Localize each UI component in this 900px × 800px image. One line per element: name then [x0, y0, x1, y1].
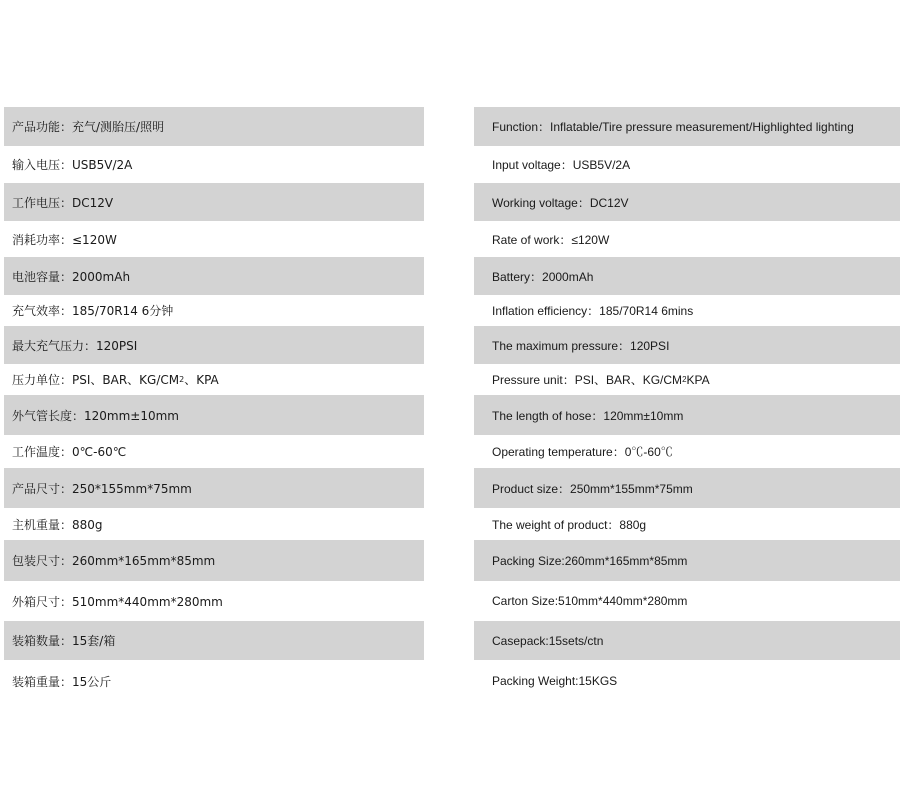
- en-spec-row-tail: KPA: [686, 372, 710, 387]
- en-spec-row-text: Carton Size:510mm*440mm*280mm: [492, 594, 688, 608]
- en-spec-row-text: Pressure unit：PSI、BAR、KG/CM: [492, 373, 683, 387]
- zh-spec-row: [4, 581, 424, 621]
- en-spec-row: [474, 540, 900, 581]
- en-spec-row: [474, 395, 900, 435]
- zh-spec-row: [4, 107, 424, 146]
- zh-spec-row-tail: 、KPA: [184, 373, 219, 387]
- zh-spec-row: 压力单位：PSI、BAR、KG/CM 2 、KPA: [12, 373, 219, 387]
- zh-spec-row-text: 电池容量：2000mAh: [12, 269, 131, 284]
- en-spec-row-text: Packing Weight:15KGS: [492, 674, 618, 688]
- en-spec-row-text: Packing Size:260mm*165mm*85mm: [492, 553, 688, 568]
- zh-spec-row-text: 外气管长度：120mm±10mm: [12, 408, 179, 423]
- en-spec-row: [474, 508, 900, 540]
- en-spec-row-text: Working voltage：DC12V: [492, 195, 629, 210]
- zh-spec-row-text: 工作温度：0℃-60℃: [12, 445, 127, 459]
- en-spec-row: [474, 146, 900, 183]
- zh-spec-row-text: 充气效率：185/70R14 6分钟: [12, 304, 174, 318]
- zh-spec-row: [4, 540, 424, 581]
- zh-spec-row: [4, 395, 424, 435]
- en-spec-row: [474, 295, 900, 326]
- zh-spec-row-text: 产品功能：充气/测胎压/照明: [12, 120, 165, 134]
- zh-spec-row: [4, 295, 424, 326]
- en-spec-row-text: Inflation efficiency：185/70R14 6mins: [492, 304, 694, 318]
- zh-spec-row: [4, 468, 424, 508]
- zh-spec-row-text: 装箱数量：15套/箱: [12, 634, 116, 648]
- zh-spec-row: [4, 326, 424, 364]
- en-spec-row-text: Function：Inflatable/Tire pressure measurement/Highlighted lighting: [492, 120, 854, 134]
- en-spec-row-text: Rate of work：≤120W: [492, 232, 610, 247]
- en-spec-row: [474, 435, 900, 468]
- en-spec-row-text: Input voltage：USB5V/2A: [492, 158, 631, 172]
- zh-spec-row: [4, 660, 424, 702]
- en-spec-row: [474, 257, 900, 295]
- zh-spec-row-text: 输入电压：USB5V/2A: [12, 158, 133, 172]
- zh-spec-row-text: 主机重量：880g: [12, 517, 103, 532]
- en-spec-row-text: Operating temperature：0℃-60℃: [492, 445, 673, 459]
- zh-spec-row-text: 装箱重量：15公斤: [12, 674, 112, 689]
- zh-spec-row: [4, 508, 424, 540]
- en-spec-row: [474, 221, 900, 257]
- zh-spec-row-text: 压力单位：PSI、BAR、KG/CM: [12, 373, 180, 387]
- zh-spec-row-text: 产品尺寸：250*155mm*75mm: [12, 481, 192, 496]
- zh-spec-row-text: 消耗功率：≤120W: [12, 232, 117, 247]
- en-spec-row: Pressure unit：PSI、BAR、KG/CM 2 KPA: [492, 372, 710, 387]
- en-spec-row: [474, 660, 900, 702]
- zh-spec-row: [4, 257, 424, 295]
- en-spec-row-text: Battery：2000mAh: [492, 269, 594, 284]
- zh-spec-row-text: 外箱尺寸：510mm*440mm*280mm: [12, 594, 223, 609]
- en-spec-row-text: The maximum pressure：120PSI: [492, 338, 670, 353]
- en-spec-row: [474, 468, 900, 508]
- en-spec-row: [474, 183, 900, 221]
- en-spec-row: [474, 326, 900, 364]
- zh-spec-row: [4, 183, 424, 221]
- zh-spec-row-text: 工作电压：DC12V: [12, 195, 114, 210]
- en-spec-row-text: The weight of product：880g: [492, 517, 647, 532]
- en-spec-row-text: Product size：250mm*155mm*75mm: [492, 481, 693, 496]
- zh-spec-row: [4, 146, 424, 183]
- zh-spec-row: [4, 221, 424, 257]
- zh-spec-row: [4, 435, 424, 468]
- en-spec-row: [474, 107, 900, 146]
- zh-spec-row: [4, 621, 424, 660]
- zh-spec-row-text: 最大充气压力：120PSI: [12, 338, 138, 353]
- en-spec-row: [474, 581, 900, 621]
- zh-spec-row-text: 包装尺寸：260mm*165mm*85mm: [12, 554, 216, 568]
- en-spec-row-text: The length of hose：120mm±10mm: [492, 408, 684, 423]
- en-spec-row-text: Casepack:15sets/ctn: [492, 633, 604, 648]
- en-spec-row: [474, 621, 900, 660]
